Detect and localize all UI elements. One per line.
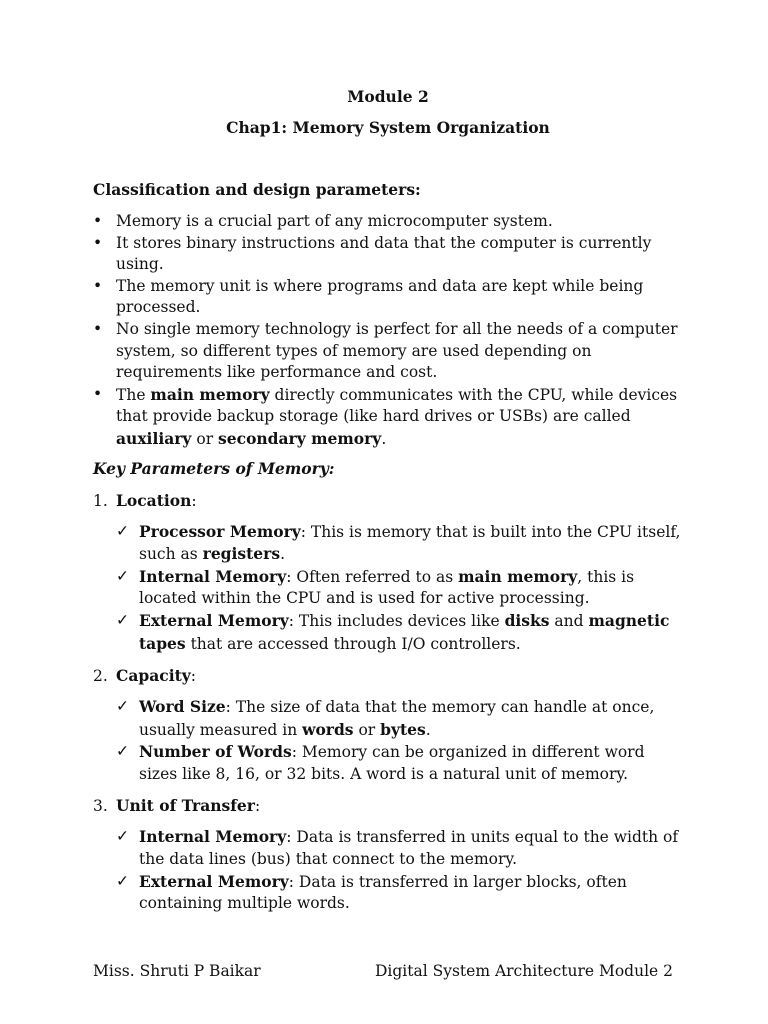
bold-term: main memory (150, 384, 270, 404)
document-page (93, 86, 683, 915)
footer-author: Miss. Shruti P Baikar (93, 962, 261, 980)
parameter-suffix: : (191, 491, 197, 510)
checkmark-icon: ✓ (116, 827, 129, 846)
text-run: directly communicates with the CPU, while devices that provide backup storage (like hard drives or USBs) are called (116, 385, 678, 426)
text-run: : This is memory that is built into the CPU itself, such as (139, 522, 681, 564)
bold-term: Internal Memory (139, 827, 287, 847)
parameter-number: 2. (93, 667, 108, 686)
text-run: or (353, 720, 381, 739)
check-list (116, 521, 683, 656)
module-title: Module 2 (347, 87, 429, 106)
check-item (116, 826, 683, 870)
bullet-icon: • (93, 384, 103, 403)
parameter-suffix: : (254, 797, 261, 816)
bold-term: auxiliary (116, 428, 192, 448)
parameter-section (93, 795, 683, 914)
section-heading: Classification and design parameters: (93, 180, 421, 199)
checkmark-icon: ✓ (116, 521, 129, 540)
bold-term: External Memory (139, 610, 289, 630)
bold-term: External Memory (139, 871, 289, 891)
bullet-icon: • (93, 233, 103, 252)
parameters-list (93, 490, 683, 915)
bold-term: secondary memory (218, 428, 382, 448)
parameter-name: Location (116, 490, 192, 510)
bullet-item (93, 319, 683, 384)
text-run: : Often referred to as (286, 567, 459, 586)
bullet-list (93, 211, 683, 451)
checkmark-icon: ✓ (116, 610, 129, 629)
bold-term: Processor Memory (139, 521, 301, 541)
parameter-section (93, 665, 683, 785)
text-run: No single memory technology is perfect for all the needs of a computer system, so different types of memory are used depending on requirements like performance and cost. (116, 319, 678, 382)
bullet-item (93, 233, 683, 276)
check-item (116, 696, 683, 741)
footer-course: Digital System Architecture Module 2 (374, 962, 673, 980)
check-item (116, 610, 683, 655)
text-run: The (116, 385, 151, 404)
checkmark-icon: ✓ (116, 566, 129, 585)
bold-term: disks (504, 610, 550, 630)
text-run: : This includes devices like (288, 611, 505, 630)
check-item (116, 566, 683, 610)
chapter-title: Chap1: Memory System Organization (226, 118, 550, 137)
bold-term: bytes (380, 719, 426, 739)
bold-term: magnetic tapes (139, 610, 670, 653)
bold-term: registers (202, 544, 281, 564)
bullet-item (93, 276, 683, 319)
text-run: or (191, 429, 219, 448)
check-list (116, 696, 683, 785)
text-run: . (425, 720, 431, 739)
bullet-icon: • (93, 212, 103, 230)
text-run: , this is located within the CPU and is used for active processing. (139, 567, 635, 608)
bullet-item (93, 211, 683, 233)
check-item (116, 871, 683, 915)
parameter-section (93, 490, 683, 656)
parameter-number: 3. (93, 797, 108, 816)
text-run: Memory is a crucial part of any microcomputer system. (116, 212, 553, 230)
text-run: . (280, 545, 285, 564)
text-run: and (549, 611, 589, 630)
text-run: : Data is transferred in larger blocks, often containing multiple words. (139, 872, 627, 913)
text-run: : Memory can be organized in different word sizes like 8, 16, or 32 bits. A word is a natural unit of memory. (139, 743, 645, 783)
text-run: : The size of data that the memory can handle at once, usually measured in (139, 698, 655, 739)
parameter-number: 1. (93, 491, 108, 510)
text-run: that are accessed through I/O controllers. (185, 634, 521, 653)
check-item (116, 741, 683, 785)
bold-term: main memory (458, 566, 578, 586)
bullet-icon: • (93, 276, 103, 295)
text-run: The memory unit is where programs and data are kept while being processed. (116, 276, 644, 317)
bullet-item (93, 384, 683, 451)
parameter-heading (93, 490, 683, 512)
parameter-heading (93, 795, 683, 817)
bold-term: Internal Memory (139, 566, 287, 586)
key-parameters-heading: Key Parameters of Memory: (93, 458, 335, 478)
parameter-name: Unit of Transfer (116, 796, 255, 816)
checkmark-icon: ✓ (116, 742, 129, 761)
text-run: It stores binary instructions and data that the computer is currently using. (116, 233, 652, 274)
text-run: : Data is transferred in units equal to the width of the data lines (bus) that connect to the memory. (139, 828, 679, 869)
parameter-name: Capacity (116, 666, 191, 686)
parameter-heading (93, 665, 683, 687)
check-list (116, 826, 683, 914)
checkmark-icon: ✓ (116, 871, 129, 890)
text-run: . (381, 429, 387, 448)
bold-term: words (302, 719, 354, 739)
bullet-icon: • (93, 319, 103, 338)
parameter-suffix: : (190, 667, 196, 686)
bold-term: Number of Words (139, 742, 292, 762)
check-item (116, 521, 683, 566)
bold-term: Word Size (139, 697, 226, 717)
checkmark-icon: ✓ (116, 697, 129, 716)
